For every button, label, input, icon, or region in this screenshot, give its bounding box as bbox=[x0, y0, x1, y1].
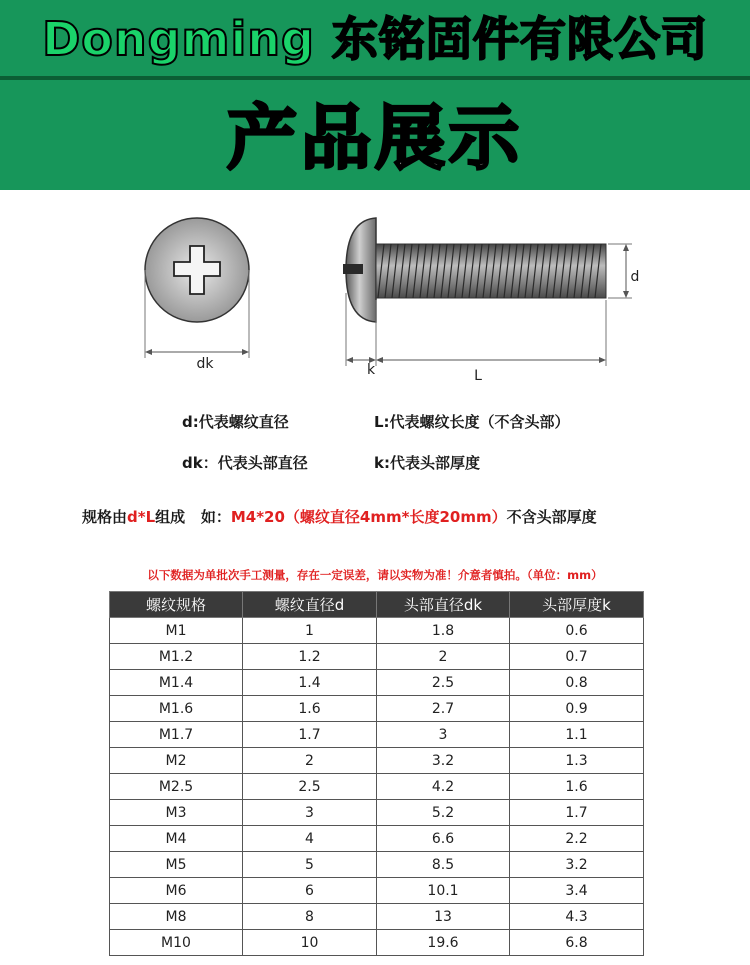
dk-label: dk bbox=[196, 356, 214, 372]
measurement-note: 以下数据为单批次手工测量，存在一定误差，请以实物为准！介意者慎拍。（单位：mm） bbox=[147, 568, 603, 582]
table-row bbox=[110, 670, 644, 696]
cell-k: 0.9 bbox=[510, 696, 644, 722]
cell-d: 6 bbox=[243, 878, 377, 904]
cell-k: 3.2 bbox=[510, 852, 644, 878]
cell-d: 8 bbox=[243, 904, 377, 930]
cell-spec: M2.5 bbox=[110, 774, 243, 800]
header-banner bbox=[0, 0, 750, 190]
spec-table bbox=[109, 591, 644, 956]
cell-k: 1.1 bbox=[510, 722, 644, 748]
cell-spec: M5 bbox=[110, 852, 243, 878]
cell-k: 1.3 bbox=[510, 748, 644, 774]
column-header-d: 螺纹直径d bbox=[243, 592, 377, 618]
table-row bbox=[110, 826, 644, 852]
cell-d: 2.5 bbox=[243, 774, 377, 800]
page-subtitle: 产品展示 bbox=[227, 97, 523, 179]
cell-d: 10 bbox=[243, 930, 377, 956]
screw-diagram bbox=[140, 198, 640, 388]
cell-k: 6.8 bbox=[510, 930, 644, 956]
spec-suffix: 不含头部厚度 bbox=[506, 508, 597, 526]
table-row bbox=[110, 722, 644, 748]
cell-d: 3 bbox=[243, 800, 377, 826]
table-row bbox=[110, 800, 644, 826]
table-row bbox=[110, 774, 644, 800]
table-row bbox=[110, 618, 644, 644]
L-label: L bbox=[474, 368, 482, 384]
cell-dk: 5.2 bbox=[377, 800, 510, 826]
cell-k: 0.7 bbox=[510, 644, 644, 670]
cell-dk: 2 bbox=[377, 644, 510, 670]
cell-spec: M1.7 bbox=[110, 722, 243, 748]
cell-k: 1.7 bbox=[510, 800, 644, 826]
spec-formula: d*L bbox=[127, 508, 156, 526]
cell-dk: 2.7 bbox=[377, 696, 510, 722]
cell-k: 0.8 bbox=[510, 670, 644, 696]
legend-L: L:代表螺纹长度（不含头部） bbox=[374, 413, 570, 431]
cell-k: 2.2 bbox=[510, 826, 644, 852]
cell-spec: M6 bbox=[110, 878, 243, 904]
table-row bbox=[110, 644, 644, 670]
cell-dk: 4.2 bbox=[377, 774, 510, 800]
cell-spec: M1.2 bbox=[110, 644, 243, 670]
table-row bbox=[110, 904, 644, 930]
banner-divider bbox=[0, 76, 750, 80]
cell-k: 3.4 bbox=[510, 878, 644, 904]
spec-mid: 组成 如： bbox=[155, 508, 231, 526]
legend-k: k:代表头部厚度 bbox=[374, 454, 480, 472]
cell-k: 4.3 bbox=[510, 904, 644, 930]
d-label: d bbox=[630, 269, 640, 285]
column-header-spec: 螺纹规格 bbox=[110, 592, 243, 618]
table-row bbox=[110, 696, 644, 722]
screw-head-top-view bbox=[145, 218, 249, 372]
table-row bbox=[110, 878, 644, 904]
cell-dk: 13 bbox=[377, 904, 510, 930]
table-row bbox=[110, 852, 644, 878]
cell-spec: M1 bbox=[110, 618, 243, 644]
cell-dk: 19.6 bbox=[377, 930, 510, 956]
cell-d: 4 bbox=[243, 826, 377, 852]
cell-dk: 3.2 bbox=[377, 748, 510, 774]
spec-example: M4*20（螺纹直径4mm*长度20mm） bbox=[230, 508, 507, 526]
k-label: k bbox=[366, 362, 376, 378]
cell-spec: M10 bbox=[110, 930, 243, 956]
cell-spec: M4 bbox=[110, 826, 243, 852]
cell-spec: M8 bbox=[110, 904, 243, 930]
cell-dk: 10.1 bbox=[377, 878, 510, 904]
cell-k: 1.6 bbox=[510, 774, 644, 800]
column-header-k: 头部厚度k bbox=[510, 592, 644, 618]
cell-dk: 3 bbox=[377, 722, 510, 748]
cell-spec: M1.6 bbox=[110, 696, 243, 722]
cell-dk: 2.5 bbox=[377, 670, 510, 696]
cell-d: 1.2 bbox=[243, 644, 377, 670]
cell-d: 1.7 bbox=[243, 722, 377, 748]
table-row bbox=[110, 748, 644, 774]
cell-dk: 1.8 bbox=[377, 618, 510, 644]
cell-d: 5 bbox=[243, 852, 377, 878]
cell-k: 0.6 bbox=[510, 618, 644, 644]
legend-dk: dk：代表头部直径 bbox=[182, 454, 308, 472]
cell-d: 1 bbox=[243, 618, 377, 644]
spec-format-line bbox=[82, 506, 597, 527]
cell-spec: M1.4 bbox=[110, 670, 243, 696]
cell-spec: M2 bbox=[110, 748, 243, 774]
table-header-row bbox=[110, 592, 644, 618]
table-row bbox=[110, 930, 644, 956]
spec-prefix: 规格由 bbox=[82, 508, 128, 526]
legend-d: d:代表螺纹直径 bbox=[182, 413, 289, 431]
screw-side-view bbox=[343, 218, 639, 384]
cell-spec: M3 bbox=[110, 800, 243, 826]
cell-dk: 8.5 bbox=[377, 852, 510, 878]
cell-d: 2 bbox=[243, 748, 377, 774]
cell-d: 1.6 bbox=[243, 696, 377, 722]
cell-dk: 6.6 bbox=[377, 826, 510, 852]
column-header-dk: 头部直径dk bbox=[377, 592, 510, 618]
brand-title: Dongming 东铭固件有限公司 bbox=[42, 12, 708, 66]
cell-d: 1.4 bbox=[243, 670, 377, 696]
